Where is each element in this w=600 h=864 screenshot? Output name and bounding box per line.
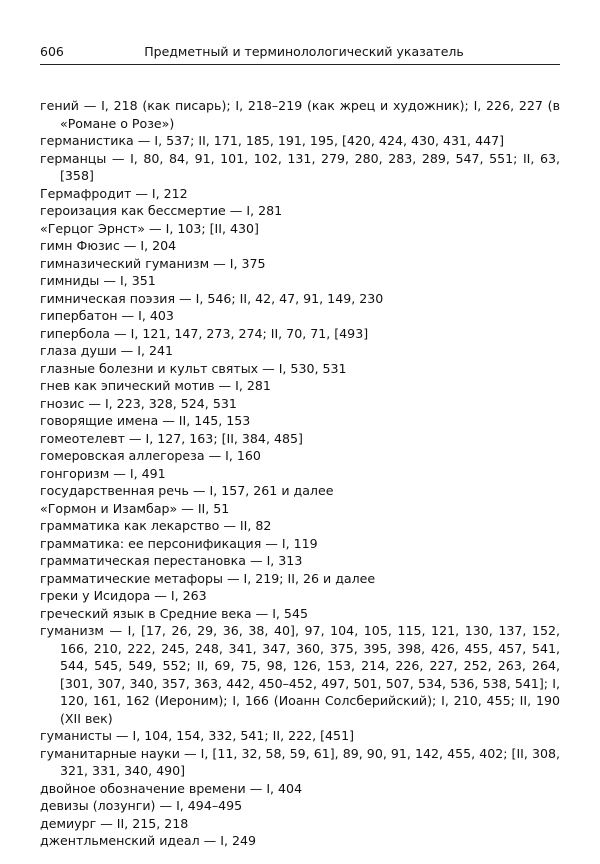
index-entry: гимниды — I, 351 <box>40 273 156 288</box>
index-entry: гипербола — I, 121, 147, 273, 274; II, 70, 71, [493] <box>40 325 369 341</box>
index-entries <box>40 97 560 850</box>
index-entry: демиург — II, 215, 218 <box>40 815 189 831</box>
index-entry: гомеотелевт — I, 127, 163; [II, 384, 485] <box>40 430 303 446</box>
index-entry: гнев как эпический мотив — I, 281 <box>40 378 271 393</box>
index-entry: германцы — I, 80, 84, 91, 101, 102, 131, 279, 280, 283, 289, 547, 551; II, 63, [358] <box>40 150 560 183</box>
index-entry: говорящие имена — II, 145, 153 <box>40 413 251 428</box>
index-entry: гимназический гуманизм — I, 375 <box>40 255 266 271</box>
index-entry: гомеровская аллегореза — I, 160 <box>40 448 261 463</box>
index-entry: «Гормон и Изамбар» — II, 51 <box>40 500 230 516</box>
page-number: 606 <box>40 44 64 59</box>
index-entry: гений — I, 218 (как писарь); I, 218–219 (как жрец и художник); I, 226, 227 (в «Романе о Розе») <box>40 98 560 131</box>
index-entry: глаза души — I, 241 <box>40 343 174 358</box>
index-entry: Гермафродит — I, 212 <box>40 185 188 201</box>
running-header <box>40 44 560 65</box>
index-entry: двойное обозначение времени — I, 404 <box>40 780 303 796</box>
index-entry: греки у Исидора — I, 263 <box>40 588 207 603</box>
index-entry: джентльменский идеал — I, 249 <box>40 833 256 848</box>
index-entry: героизация как бессмертие — I, 281 <box>40 203 283 218</box>
index-entry: гуманизм — I, [17, 26, 29, 36, 38, 40], 97, 104, 105, 115, 121, 130, 137, 152, 166, 210, 222, 245, 248, 341, 347, 360, 375, 395, 398, 426, 455, 457, 541, 544, 545, 549, 552; II, 69, 75, 98, 126, 153, 214, 226, 227, 252, 263, 264, [301, 307, 340, 357, 363, 442, 450–452, 497, 501, 507, 534, 536, 538, 541]; I, 120, 161, 162 (Иероним); I, 166 (Иоанн Солсберийский); I, 210, 455; II, 190 (XII век) <box>40 623 560 726</box>
index-entry: гимн Фюзис — I, 204 <box>40 238 177 253</box>
index-entry: гуманитарные науки — I, [11, 32, 58, 59, 61], 89, 90, 91, 142, 455, 402; [II, 308, 321, 331, 340, 490] <box>40 745 560 778</box>
running-title: Предметный и терминолологический указатель <box>144 44 464 59</box>
index-page <box>40 44 560 850</box>
index-entry: грамматика: ее персонификация — I, 119 <box>40 535 318 551</box>
index-entry: грамматическая перестановка — I, 313 <box>40 553 303 568</box>
index-entry: гонгоризм — I, 491 <box>40 465 166 481</box>
index-entry: гимническая поэзия — I, 546; II, 42, 47, 91, 149, 230 <box>40 290 384 306</box>
index-entry: глазные болезни и культ святых — I, 530, 531 <box>40 360 347 376</box>
index-entry: гнозис — I, 223, 328, 524, 531 <box>40 395 237 411</box>
index-entry: германистика — I, 537; II, 171, 185, 191, 195, [420, 424, 430, 431, 447] <box>40 133 505 148</box>
index-entry: греческий язык в Средние века — I, 545 <box>40 605 308 621</box>
index-entry: грамматика как лекарство — II, 82 <box>40 518 272 533</box>
index-entry: гуманисты — I, 104, 154, 332, 541; II, 222, [451] <box>40 728 354 743</box>
index-entry: государственная речь — I, 157, 261 и далее <box>40 483 334 498</box>
index-entry: гипербатон — I, 403 <box>40 308 174 323</box>
index-entry: «Герцог Эрнст» — I, 103; [II, 430] <box>40 220 259 236</box>
index-entry: грамматические метафоры — I, 219; II, 26 и далее <box>40 570 376 586</box>
index-entry: девизы (лозунги) — I, 494–495 <box>40 798 243 813</box>
